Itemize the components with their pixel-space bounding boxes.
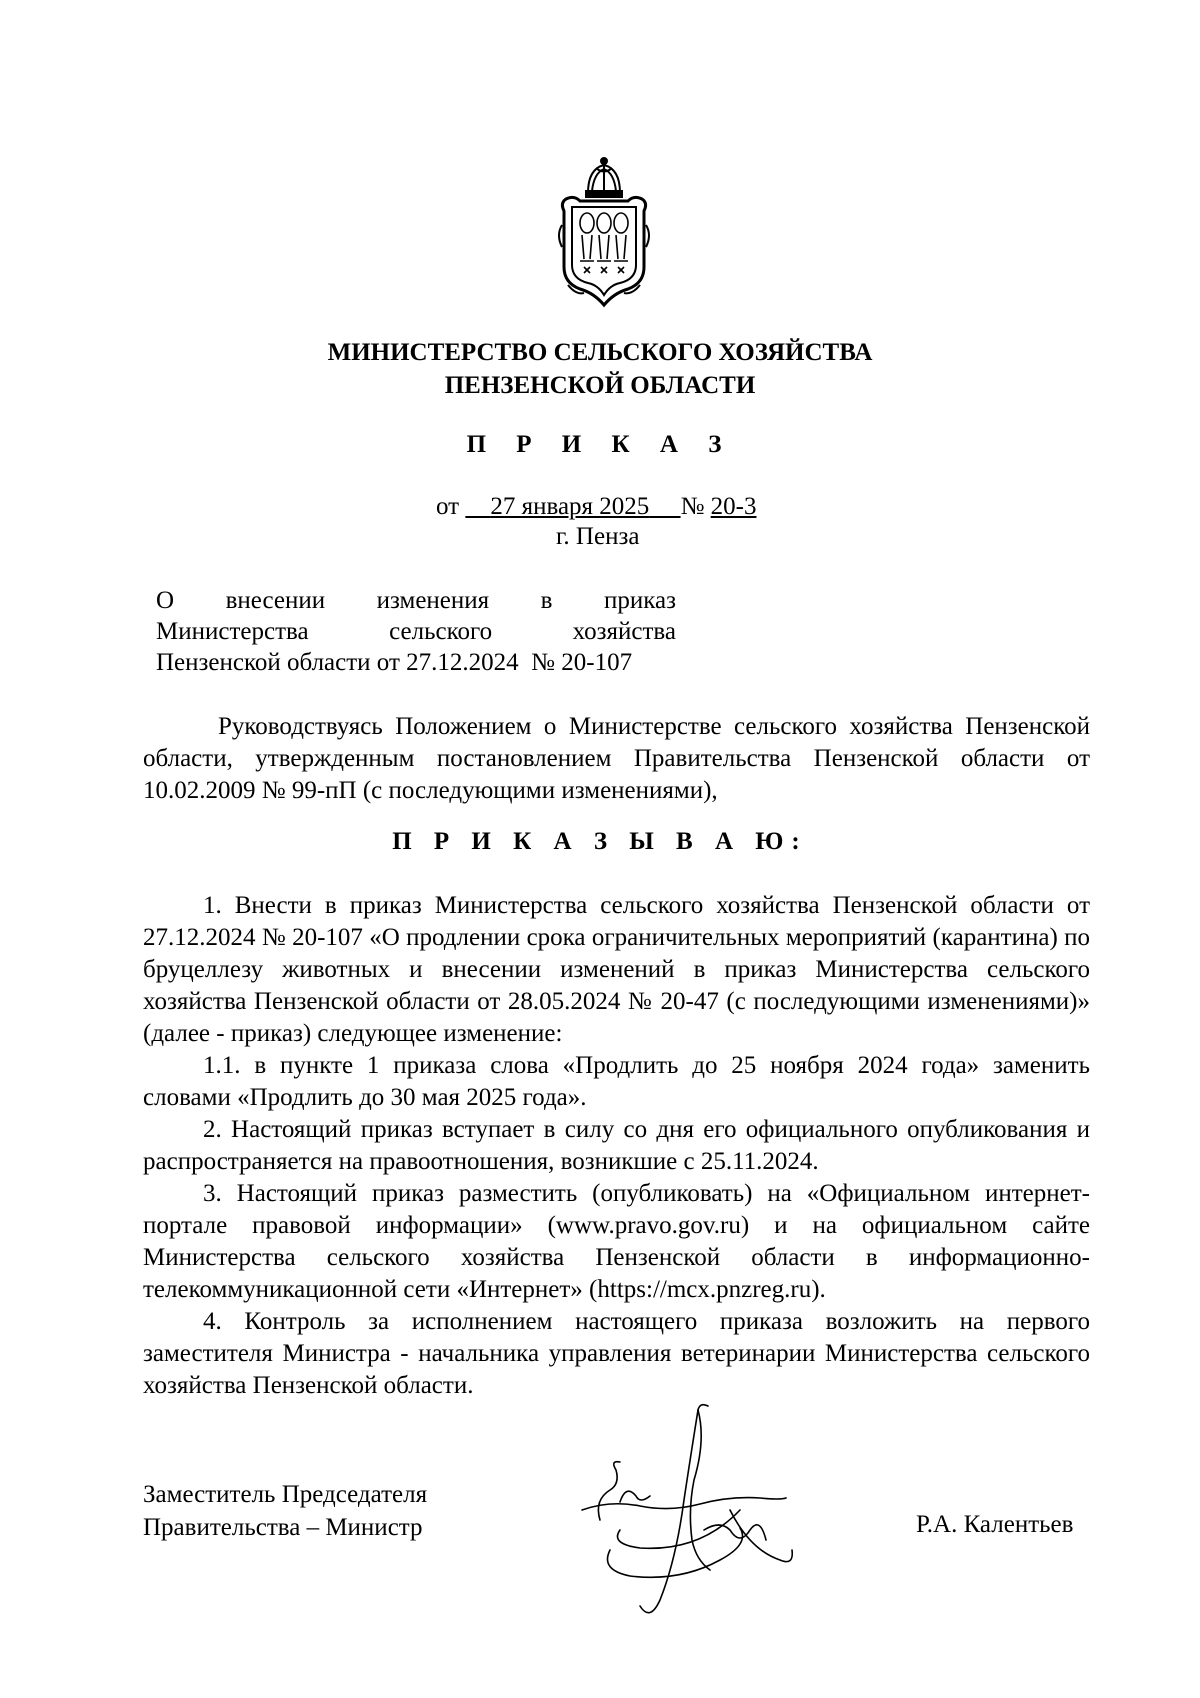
number-prefix: № [680,493,705,520]
ministry-title-line2: ПЕНЗЕНСКОЙ ОБЛАСТИ [444,372,756,399]
signatory-position [143,1478,427,1544]
subject-line1: О внесении изменения в приказ [156,587,676,614]
order-item-1: 1. Внести в приказ Министерства сельского хозяйства Пензенской области от 27.12.2024 № 20-107 «О продлении срока ограничительных мероприятий (карантина) по бруцеллезу животных и внесении изменений в приказ Министерства сельского хозяйства Пензенской области от 28.05.2024 № 20-47 (с последующими изменениями)» (далее - приказ) следующее изменение: [143,892,1090,1047]
signatory-position-line2: Правительства – Министр [143,1514,423,1541]
intro-paragraph: Руководствуясь Положением о Министерстве сельского хозяйства Пензенской области, утвержденным постановлением Правительства Пензенской области от 10.02.2009 № 99-пП (с последующими изменениями), [143,713,1090,804]
number-value: 20-3 [710,493,757,520]
ministry-title [150,336,1050,402]
date-value: 27 января 2025 [490,493,650,520]
coat-of-arms-icon [554,155,654,311]
subject-line3: Пензенской области от 27.12.2024 № 20-107 [156,649,633,676]
signatory-position-line1: Заместитель Председателя [143,1481,428,1508]
date-prefix: от [436,493,460,520]
date-number-line [436,493,757,521]
date-value-wrap [465,493,680,520]
city: г. Пенза [556,523,640,550]
order-item-3: 3. Настоящий приказ разместить (опубликовать) на «Официальном интернет-портале правовой информации» (www.pravo.gov.ru) и на официальном сайте Министерства сельского хозяйства Пензенской области в информационно-телекоммуникационной сети «Интернет» (https://mcx.pnzreg.ru). [143,1180,1090,1303]
order-item-2: 2. Настоящий приказ вступает в силу со дня его официального опубликования и распространяется на правоотношения, возникшие с 25.11.2024. [143,1116,1090,1175]
subject-block [156,585,676,678]
document-type: П Р И К А З [466,431,734,458]
order-item-4: 4. Контроль за исполнением настоящего приказа возложить на первого заместителя Министра - начальника управления ветеринарии Министерства сельского хозяйства Пензенской области. [143,1308,1090,1399]
order-word: П Р И К А З Ы В А Ю: [392,828,808,855]
order-items [143,890,1090,1402]
order-item-1-1: 1.1. в пункте 1 приказа слова «Продлить до 25 ноября 2024 года» заменить словами «Продлить до 30 мая 2025 года». [143,1052,1090,1111]
signatory-name: Р.А. Калентьев [916,1511,1074,1538]
handwritten-signature [580,1400,820,1630]
ministry-title-line1: МИНИСТЕРСТВО СЕЛЬСКОГО ХОЗЯЙСТВА [327,339,873,366]
subject-line2: Министерства сельского хозяйства [156,618,676,645]
